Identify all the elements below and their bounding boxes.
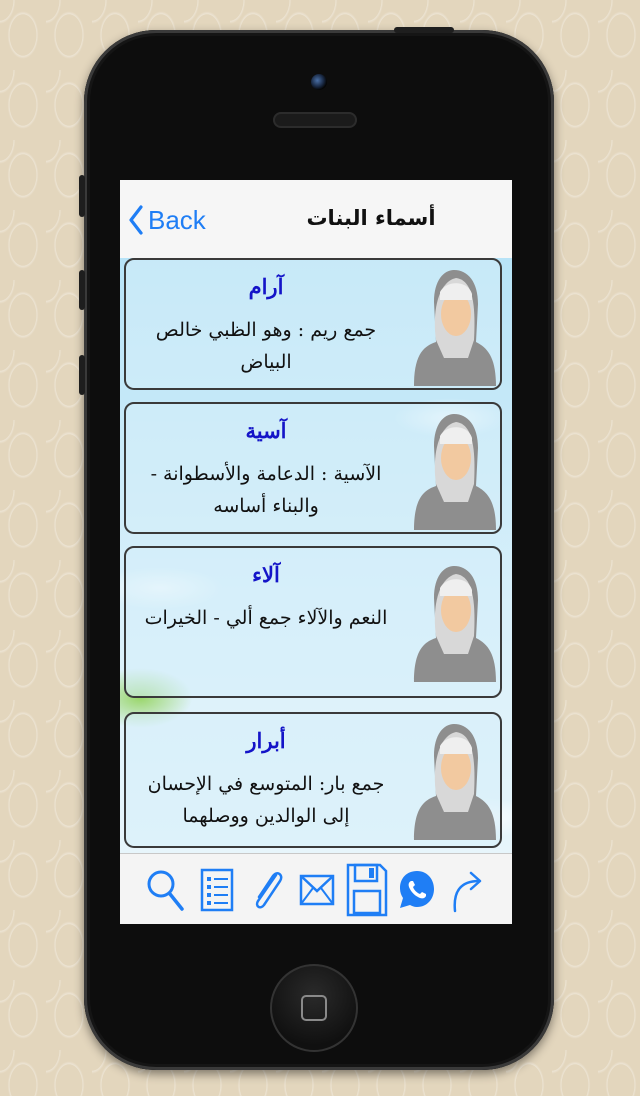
- paperclip-icon: [248, 867, 286, 913]
- list-button[interactable]: [192, 864, 242, 916]
- name-meaning: جمع بار: المتوسع في الإحسان إلى الوالدين ووصلهما: [147, 773, 385, 827]
- list-item[interactable]: [124, 546, 502, 698]
- search-button[interactable]: [140, 864, 190, 916]
- name-title: أبرار: [246, 728, 286, 753]
- whatsapp-button[interactable]: [392, 864, 442, 916]
- name-title: آسية: [245, 418, 287, 443]
- save-button[interactable]: [342, 864, 392, 916]
- navigation-bar: [120, 180, 512, 259]
- names-list[interactable]: [120, 258, 512, 853]
- whatsapp-icon: [397, 868, 437, 912]
- attach-button[interactable]: [242, 864, 292, 916]
- hijab-avatar-icon: [406, 406, 498, 530]
- email-button[interactable]: [292, 864, 342, 916]
- list-item[interactable]: [124, 258, 502, 390]
- search-icon: [145, 867, 185, 913]
- envelope-icon: [299, 874, 335, 906]
- chevron-left-icon: [128, 205, 144, 235]
- home-square-icon: [301, 995, 327, 1021]
- volume-down-button: [79, 355, 85, 395]
- share-arrow-icon: [447, 867, 487, 913]
- home-button[interactable]: [270, 964, 358, 1052]
- earpiece-speaker: [273, 112, 357, 128]
- hijab-avatar-icon: [406, 262, 498, 386]
- volume-up-button: [79, 270, 85, 310]
- front-camera: [311, 74, 327, 90]
- hijab-avatar-icon: [406, 558, 498, 682]
- name-title: آلاء: [252, 562, 280, 587]
- floppy-disk-icon: [346, 863, 388, 917]
- list-icon: [200, 868, 234, 912]
- hijab-avatar-icon: [406, 716, 498, 840]
- mute-switch: [79, 175, 85, 217]
- name-meaning: جمع ريم : وهو الظبي خالص البياض: [155, 319, 377, 373]
- name-meaning: الآسية : الدعامة والأسطوانة - والبناء أساسه: [150, 463, 382, 517]
- back-label: Back: [148, 204, 206, 235]
- power-button: [394, 27, 454, 33]
- list-item[interactable]: [124, 402, 502, 534]
- app-screen: [120, 180, 512, 924]
- list-item[interactable]: [124, 712, 502, 848]
- bottom-toolbar: [120, 853, 512, 924]
- page-title: أسماء البنات: [306, 206, 436, 230]
- share-button[interactable]: [442, 864, 492, 916]
- name-title: آرام: [248, 274, 284, 299]
- back-button[interactable]: [128, 200, 206, 240]
- name-meaning: النعم والآلاء جمع ألي - الخيرات: [144, 607, 388, 629]
